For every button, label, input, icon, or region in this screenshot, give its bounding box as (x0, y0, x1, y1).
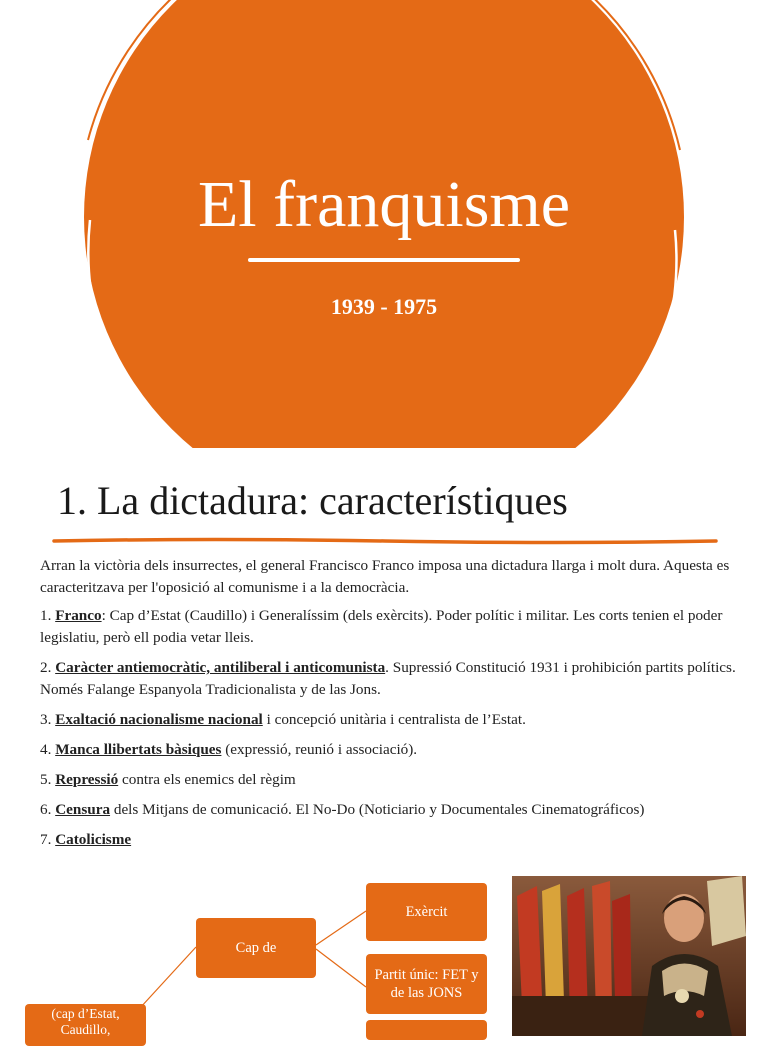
point-7: 7. Catolicisme (40, 831, 132, 848)
diagram-node-partit: Partit únic: FET y de las JONS (366, 954, 487, 1014)
title-slide (0, 0, 768, 432)
title-underline (248, 258, 520, 262)
franco-portrait-image (512, 876, 746, 1036)
diagram-root-node: (cap d’Estat, Caudillo, (25, 1004, 146, 1046)
point-1: 1. Franco: Cap d’Estat (Caudillo) i Generalíssim (dels exèrcits). Poder polític i militar. Les corts tenien el poder legislatiu, però ell podia vetar lleis. (40, 607, 723, 646)
point-3: 3. Exaltació nacionalisme nacional i concepció unitària i centralista de l’Estat. (40, 711, 526, 728)
diagram-node-exercit: Exèrcit (366, 883, 487, 941)
diagram-node-cap-de: Cap de (196, 918, 316, 978)
point-5: 5. Repressió contra els enemics del règim (40, 771, 296, 788)
intro-paragraph: Arran la victòria dels insurrectes, el general Francisco Franco imposa una dictadura llarga i molt dura. Aquesta es caracteritzava per l'oposició al comunisme i a la democràcia. (40, 557, 730, 596)
point-2: 2. Caràcter antiemocràtic, antiliberal i anticomunista. Supressió Constitució 1931 i prohibición partits polítics. Només Falange Espanyola Tradicionalista y de las Jons. (40, 659, 736, 698)
slide-title: El franquisme (197, 168, 571, 241)
portrait-illustration (512, 876, 746, 1036)
section-heading: 1. La dictadura: característiques (57, 478, 568, 523)
diagram-node-partial (366, 1020, 487, 1040)
point-4: 4. Manca llibertats bàsiques (expressió, reunió i associació). (40, 741, 418, 758)
content-slide (0, 448, 768, 1037)
slide-subtitle-years: 1939 - 1975 (330, 294, 438, 319)
point-6: 6. Censura dels Mitjans de comunicació. El No-Do (Noticiario y Documentales Cinematográficos) (40, 801, 645, 818)
